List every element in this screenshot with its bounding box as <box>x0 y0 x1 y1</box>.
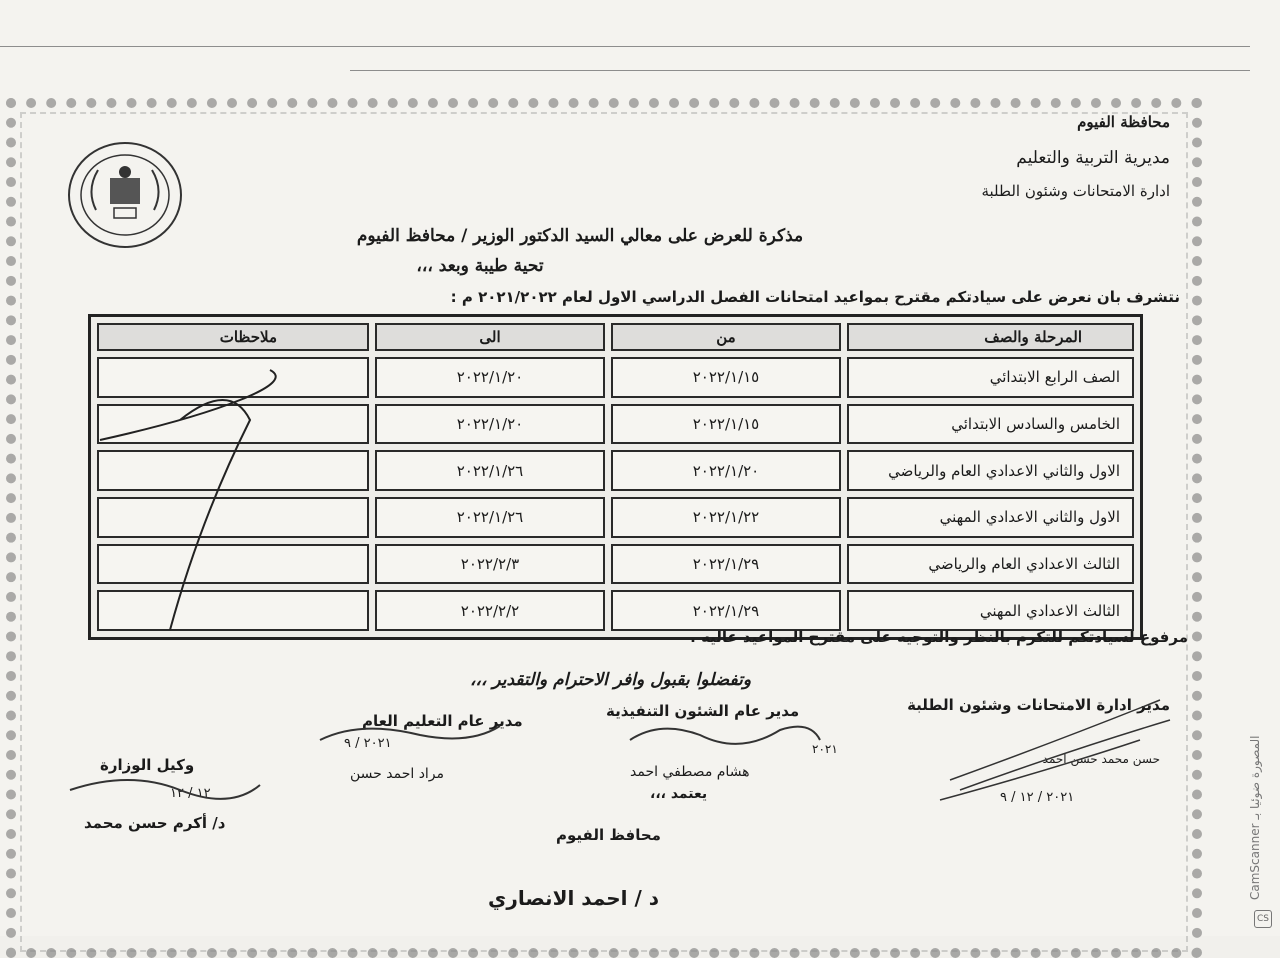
exec-director-handwritten-year: ٢٠٢١ <box>812 742 838 756</box>
row-to-date: ٢٠٢٢/٢/٢ <box>375 590 605 631</box>
table-row <box>97 497 1134 538</box>
row-notes <box>97 590 369 631</box>
memo-closing: مرفوع لسيادتكم للتكرم بالنظر والتوجيه على مقترح المواعيد عاليه . <box>690 628 1188 646</box>
exams-director-name: حسن محمد حسن احمد <box>1042 752 1160 766</box>
header-notes: ملاحظات <box>97 323 369 351</box>
table-row <box>97 544 1134 585</box>
exams-director-handwritten-date: ٢٠٢١ / ١٢ / ٩ <box>1000 790 1075 805</box>
row-stage: الاول والثاني الاعدادي المهني <box>847 497 1134 538</box>
row-notes <box>97 497 369 538</box>
row-from-date: ٢٠٢٢/١/٢٩ <box>611 590 841 631</box>
deputy-name: د/ أكرم حسن محمد <box>84 814 226 832</box>
page-edge-line <box>0 46 1250 47</box>
exam-schedule-table <box>88 314 1143 640</box>
row-stage: الخامس والسادس الابتدائي <box>847 404 1134 445</box>
row-stage: الاول والثاني الاعدادي العام والرياضي <box>847 450 1134 491</box>
row-from-date: ٢٠٢٢/١/٢٠ <box>611 450 841 491</box>
row-to-date: ٢٠٢٢/١/٢٦ <box>375 497 605 538</box>
governorate-name: محافظة الفيوم <box>1077 113 1170 131</box>
memo-intro: نتشرف بان نعرض على سيادتكم مقترح بمواعيد امتحانات الفصل الدراسي الاول لعام ٢٠٢١/٢٠٢٢ م : <box>450 288 1180 306</box>
governor-name: د / احمد الانصاري <box>488 886 660 910</box>
table-header-row <box>97 323 1134 351</box>
exec-director-title: مدير عام الشئون التنفيذية <box>606 702 800 720</box>
department-name: ادارة الامتحانات وشئون الطلبة <box>981 182 1170 200</box>
table-row <box>97 357 1134 398</box>
row-from-date: ٢٠٢٢/١/٢٩ <box>611 544 841 585</box>
row-notes <box>97 404 369 445</box>
row-notes <box>97 544 369 585</box>
row-notes <box>97 357 369 398</box>
directorate-name: مديرية التربية والتعليم <box>1016 148 1170 168</box>
camscanner-icon: CS <box>1254 910 1272 928</box>
header-stage: المرحلة والصف <box>847 323 1134 351</box>
edu-director-title: مدير عام التعليم العام <box>362 712 523 730</box>
row-from-date: ٢٠٢٢/١/٢٢ <box>611 497 841 538</box>
memo-regards: وتفضلوا بقبول وافر الاحترام والتقدير ،،، <box>470 670 752 690</box>
governor-title: محافظ الفيوم <box>556 826 661 844</box>
row-to-date: ٢٠٢٢/١/٢٠ <box>375 357 605 398</box>
row-stage: الثالث الاعدادي المهني <box>847 590 1134 631</box>
row-from-date: ٢٠٢٢/١/١٥ <box>611 404 841 445</box>
edu-director-handwritten-date: ٢٠٢١ / ٩ <box>344 736 392 751</box>
table-row <box>97 590 1134 631</box>
table-row <box>97 404 1134 445</box>
row-to-date: ٢٠٢٢/١/٢٠ <box>375 404 605 445</box>
scanner-watermark: CamScanner المصورة ضوئيا بـ <box>1248 735 1262 900</box>
edu-director-name: مراد احمد حسن <box>350 766 445 782</box>
header-from: من <box>611 323 841 351</box>
approve-label: يعتمد ،،، <box>650 786 708 802</box>
table-row <box>97 450 1134 491</box>
row-notes <box>97 450 369 491</box>
deputy-handwritten-date: ١٢ / ١٢ <box>170 786 211 801</box>
row-stage: الصف الرابع الابتدائي <box>847 357 1134 398</box>
row-to-date: ٢٠٢٢/١/٢٦ <box>375 450 605 491</box>
deputy-title: وكيل الوزارة <box>100 756 195 774</box>
row-to-date: ٢٠٢٢/٢/٣ <box>375 544 605 585</box>
exec-director-name: هشام مصطفي احمد <box>630 764 750 780</box>
memo-greeting: تحية طيبة وبعد ،،، <box>416 256 544 276</box>
directorate-seal-logo <box>66 140 184 250</box>
row-from-date: ٢٠٢٢/١/١٥ <box>611 357 841 398</box>
exams-director-title: مدير ادارة الامتحانات وشئون الطلبة <box>907 696 1170 714</box>
row-stage: الثالث الاعدادي العام والرياضي <box>847 544 1134 585</box>
memo-title: مذكرة للعرض على معالي السيد الدكتور الوزير / محافظ الفيوم <box>356 226 804 246</box>
header-to: الى <box>375 323 605 351</box>
page-edge-line <box>350 70 1250 71</box>
